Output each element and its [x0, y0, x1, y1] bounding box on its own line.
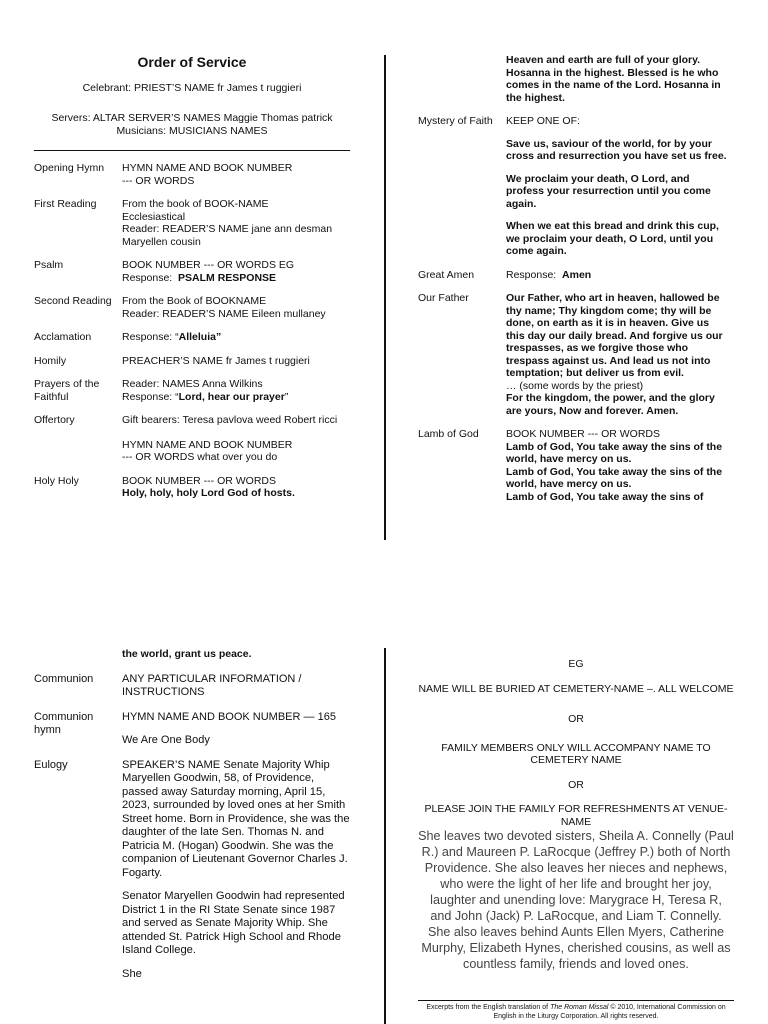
communion-label: Communion: [34, 672, 94, 685]
homily-value: PREACHER’S NAME fr James t ruggieri: [122, 354, 310, 367]
section-divider: [34, 150, 350, 151]
communion-panel: [34, 648, 350, 992]
our-father-label: Our Father: [418, 292, 469, 304]
opening-hymn-label: Opening Hymn: [34, 162, 105, 175]
prayers-value: Reader: NAMES Anna Wilkins Response: “Lord, hear our prayer”: [122, 378, 289, 403]
our-father-row: [418, 292, 728, 417]
liturgy-panel: [418, 54, 728, 514]
psalm-label: Psalm: [34, 259, 64, 272]
offertory-row: [34, 414, 350, 464]
burial-panel: [418, 658, 734, 972]
musicians-line: Musicians: MUSICIANS NAMES: [116, 125, 268, 138]
psalm-value: BOOK NUMBER --- OR WORDS EG Response: PSALM RESPONSE: [122, 259, 295, 284]
communion-hymn-value: HYMN NAME AND BOOK NUMBER — 165 We Are One Body: [122, 710, 336, 746]
second-reading-value: From the Book of BOOKNAME Reader: READER’S NAME Eileen mullaney: [122, 295, 326, 320]
lamb-of-god-label: Lamb of God: [418, 428, 479, 440]
our-father-value: Our Father, who art in heaven, hallowed be thy name; Thy kingdom come; thy will be done, on earth as it is in heaven. Give us this day our daily bread. And forgive us our trespasses, as we forgive those who trespass against us. And lead us not into temptation; but deliver us from evil. … (some words by the priest) For the kingdom, the power, and the glory are yours, Now and forever. Amen.: [506, 292, 723, 417]
eg-line: EG: [568, 658, 584, 670]
or-line: OR: [568, 778, 584, 791]
holy-holy-row: [34, 475, 350, 500]
second-reading-row: [34, 295, 350, 320]
first-reading-label: First Reading: [34, 198, 97, 211]
servers-line: Servers: ALTAR SERVER’S NAMES Maggie Thomas patrick: [51, 112, 333, 125]
holy-holy-label: Holy Holy: [34, 474, 79, 487]
eulogy-label: Eulogy: [34, 758, 68, 771]
mystery-of-faith-label: Mystery of Faith: [418, 115, 493, 127]
eulogy-row: [34, 759, 350, 982]
communion-hymn-row: [34, 711, 350, 748]
obituary-text: She leaves two devoted sisters, Sheila A. Connelly (Paul R.) and Maureen P. LaRocque (Jeffrey P.) both of North Providence. She also leaves her nieces and nephews, who were the light of her life and brought her joy, laughter and unending love: Marygrace H, Teresa R, and John (Jack) P. LaRocque, and Liam T. Connelly. She also leaves behind Aunts Ellen Myers, Catherine Murphy, Elizabeth Hynes, cherished cousins, as well as countless family, friends and loved ones.: [418, 829, 734, 971]
top-column-divider: [384, 55, 386, 540]
holy-holy-value: BOOK NUMBER --- OR WORDS Holy, holy, holy Lord God of hosts.: [122, 474, 295, 500]
acclamation-row: [34, 331, 350, 344]
homily-row: [34, 355, 350, 368]
psalm-row: [34, 259, 350, 284]
order-of-service-panel: [34, 54, 350, 511]
offertory-label: Offertory: [34, 414, 75, 427]
mystery-of-faith-value: KEEP ONE OF: Save us, saviour of the world, for by your cross and resurrection you have set us free. We proclaim your death, O Lord, and profess your resurrection until you come again. When we eat this bread and drink this cup, we proclaim your death, O Lord, until you come again.: [506, 115, 727, 257]
first-reading-value: From the book of BOOK-NAME Ecclesiastical Reader: READER’S NAME jane ann desman Maryellen cousin: [122, 198, 333, 248]
eulogy-value: SPEAKER’S NAME Senate Majority Whip Maryellen Goodwin, 58, of Providence, passed away Saturday morning, April 15, 2023, surrounded by loved ones at her Smith Street home. Born in Providence, she was the daughter of the late Sen. Thomas N. and Patricia M. (Hogan) Goodwin. She was the companion of Lieutenant Governor Charles J. Fogarty. Senator Maryellen Goodwin had represented District 1 in the RI State Senate since 1987 and served as Senate Majority Whip. She attended St. Patrick High School and Rhode Island College. She: [122, 758, 350, 980]
communion-hymn-label: Communion hymn: [34, 710, 94, 736]
celebrant-line: Celebrant: PRIEST’S NAME fr James t ruggieri: [82, 82, 302, 94]
family-line: FAMILY MEMBERS ONLY WILL ACCOMPANY NAME TO CEMETERY NAME: [441, 741, 711, 766]
acclamation-label: Acclamation: [34, 331, 92, 344]
lamb-of-god-value: BOOK NUMBER --- OR WORDS Lamb of God, You take away the sins of the world, have mercy on us. Lamb of God, You take away the sins of the world, have mercy on us. Lamb of God, You take away the sins of: [506, 428, 723, 503]
bottom-column-divider: [384, 648, 386, 1024]
second-reading-label: Second Reading: [34, 295, 112, 308]
opening-hymn-value: HYMN NAME AND BOOK NUMBER --- OR WORDS: [122, 162, 293, 187]
communion-value: ANY PARTICULAR INFORMATION / INSTRUCTIONS: [122, 672, 302, 698]
sanctus-continuation: Heaven and earth are full of your glory. Hosanna in the highest. Blessed is he who comes in the name of the Lord. Hosanna in the highest.: [506, 54, 721, 104]
great-amen-value: Response: Amen: [506, 268, 592, 281]
mystery-of-faith-row: [418, 115, 728, 258]
page-title: Order of Service: [137, 54, 247, 70]
offertory-value: Gift bearers: Teresa pavlova weed Robert ricci HYMN NAME AND BOOK NUMBER --- OR WORDS what over you do: [122, 414, 338, 464]
prayers-label: Prayers of the Faithful: [34, 378, 100, 403]
opening-hymn-row: [34, 162, 350, 187]
great-amen-row: [418, 269, 728, 282]
or-line: OR: [568, 713, 584, 725]
copyright-footer: Excerpts from the English translation of The Roman Missal © 2010, International Commission on English in the Liturgy Corporation. All rights reserved.: [418, 1000, 734, 1021]
prayers-row: [34, 378, 350, 403]
refreshments-line: PLEASE JOIN THE FAMILY FOR REFRESHMENTS AT VENUE-NAME: [424, 803, 728, 828]
acclamation-value: Response: “Alleluia”: [122, 331, 222, 344]
great-amen-label: Great Amen: [418, 268, 475, 281]
homily-label: Homily: [34, 354, 67, 367]
communion-row: [34, 673, 350, 700]
lamb-of-god-row: [418, 428, 728, 503]
first-reading-row: [34, 198, 350, 248]
burial-line: NAME WILL BE BURIED AT CEMETERY-NAME –. ALL WELCOME: [418, 682, 734, 695]
lamb-continuation: the world, grant us peace.: [122, 648, 252, 660]
